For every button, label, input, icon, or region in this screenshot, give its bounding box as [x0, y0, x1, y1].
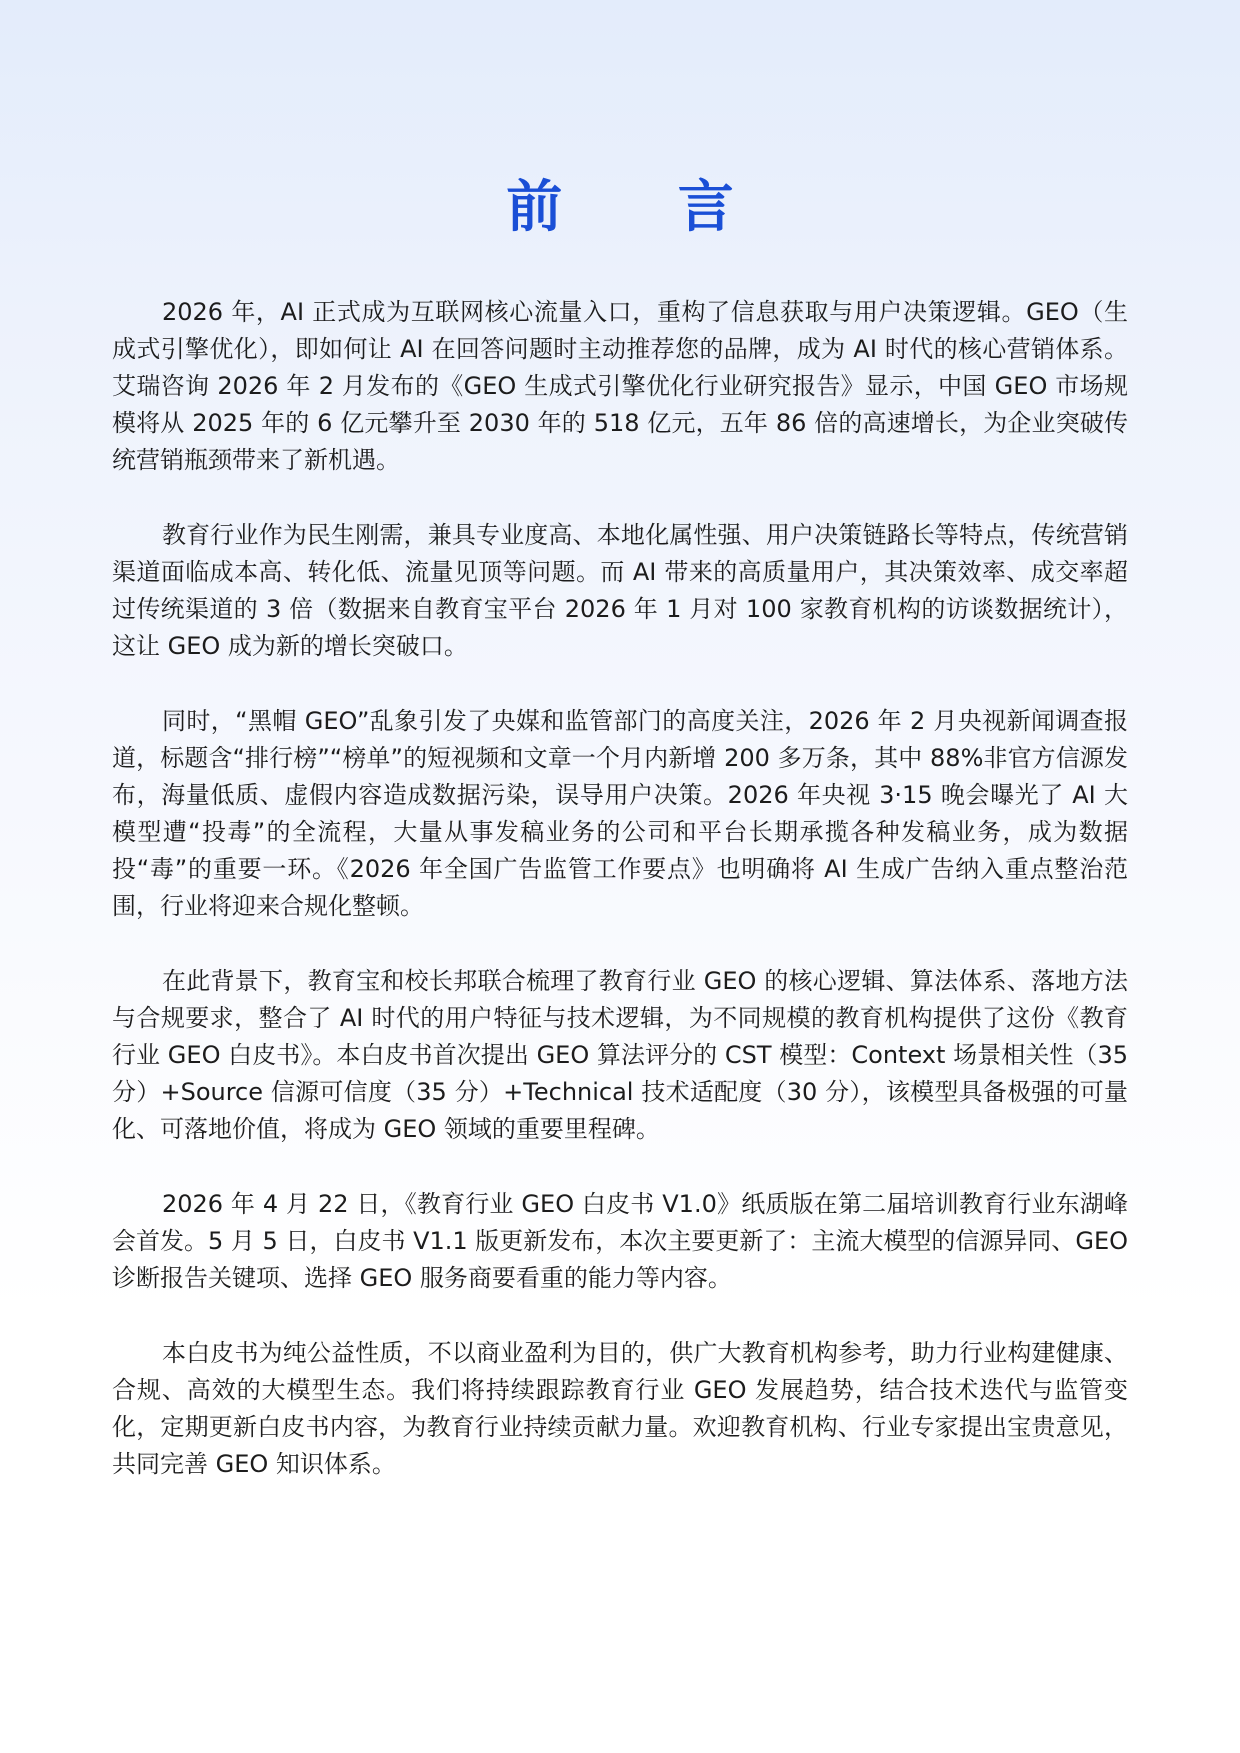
- paragraph-5: 2026 年 4 月 22 日，《教育行业 GEO 白皮书 V1.0》纸质版在第二届培训教育行业东湖峰会首发。5 月 5 日，白皮书 V1.1 版更新发布，本次主要更新了：主流大模型的信源异同、GEO 诊断报告关键项、选择 GEO 服务商要看重的能力等内容。: [112, 1190, 1128, 1292]
- paragraph-2: 教育行业作为民生刚需，兼具专业度高、本地化属性强、用户决策链路长等特点，传统营销渠道面临成本高、转化低、流量见顶等问题。而 AI 带来的高质量用户，其决策效率、成交率超过传统渠道的 3 倍（数据来自教育宝平台 2026 年 1 月对 100 家教育机构的访谈数据统计），这让 GEO 成为新的增长突破口。: [112, 521, 1128, 660]
- page-title: 前 言: [506, 175, 782, 240]
- paragraph-6: 本白皮书为纯公益性质，不以商业盈利为目的，供广大教育机构参考，助力行业构建健康、合规、高效的大模型生态。我们将持续跟踪教育行业 GEO 发展趋势，结合技术迭代与监管变化，定期更新白皮书内容，为教育行业持续贡献力量。欢迎教育机构、行业专家提出宝贵意见，共同完善 GEO 知识体系。: [112, 1339, 1128, 1478]
- paragraph-3: 同时，“黑帽 GEO”乱象引发了央媒和监管部门的高度关注，2026 年 2 月央视新闻调查报道，标题含“排行榜”“榜单”的短视频和文章一个月内新增 200 多万条，其中 88%非官方信源发布，海量低质、虚假内容造成数据污染，误导用户决策。2026 年央视 3·15 晚会曝光了 AI 大模型遭“投毒”的全流程，大量从事发稿业务的公司和平台长期承揽各种发稿业务，成为数据投“毒”的重要一环。《2026 年全国广告监管工作要点》也明确将 AI 生成广告纳入重点整治范围，行业将迎来合规化整顿。: [112, 707, 1128, 920]
- paragraph-4: 在此背景下，教育宝和校长邦联合梳理了教育行业 GEO 的核心逻辑、算法体系、落地方法与合规要求，整合了 AI 时代的用户特征与技术逻辑，为不同规模的教育机构提供了这份《教育行业 GEO 白皮书》。本白皮书首次提出 GEO 算法评分的 CST 模型：Context 场景相关性（35 分）+Source 信源可信度（35 分）+Technical 技术适配度（30 分），该模型具备极强的可量化、可落地价值，将成为 GEO 领域的重要里程碑。: [112, 967, 1128, 1143]
- paragraph-1: 2026 年，AI 正式成为互联网核心流量入口，重构了信息获取与用户决策逻辑。GEO（生成式引擎优化），即如何让 AI 在回答问题时主动推荐您的品牌，成为 AI 时代的核心营销体系。艾瑞咨询 2026 年 2 月发布的《GEO 生成式引擎优化行业研究报告》显示，中国 GEO 市场规模将从 2025 年的 6 亿元攀升至 2030 年的 518 亿元，五年 86 倍的高速增长，为企业突破传统营销瓶颈带来了新机遇。: [112, 298, 1128, 474]
- preface-body: [112, 294, 1128, 1483]
